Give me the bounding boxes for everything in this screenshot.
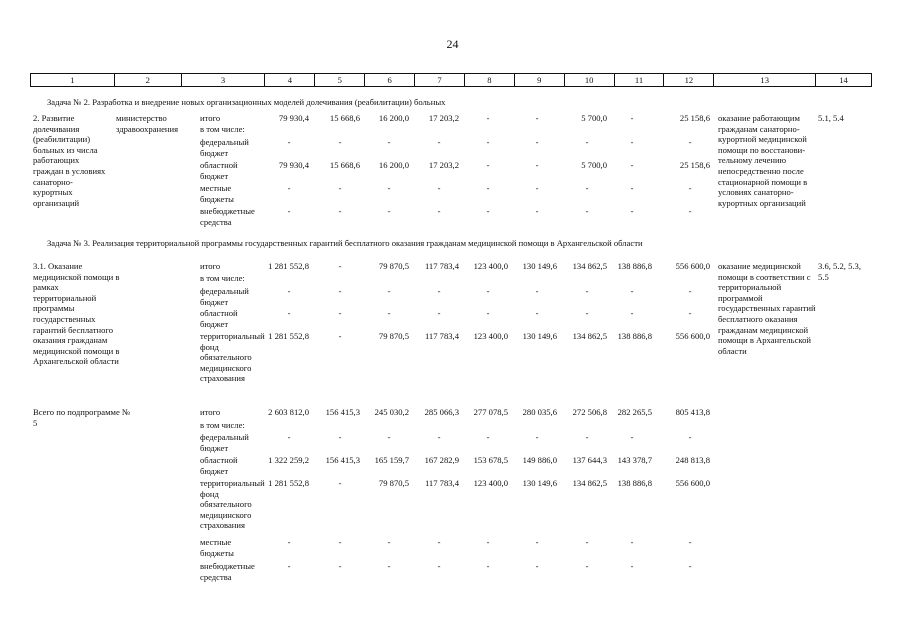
amount-cell: - <box>437 561 441 571</box>
amount-cell: - <box>630 286 634 296</box>
amount-cell: 130 149,6 <box>522 478 557 488</box>
amount-cell: 15 668,6 <box>329 113 360 123</box>
amount-cell: - <box>486 113 490 123</box>
amount-cell: 79 870,5 <box>378 478 409 488</box>
funding-source: областной бюджет <box>200 160 238 181</box>
amount-cell: 556 600,0 <box>675 478 710 488</box>
amount-cell: 130 149,6 <box>522 331 557 341</box>
amount-cell: - <box>338 432 342 442</box>
amount-cell: - <box>338 331 342 341</box>
amount-cell: 138 886,8 <box>617 261 652 271</box>
funding-source: местные бюджеты <box>200 537 234 558</box>
funding-source: итого <box>200 113 221 123</box>
task3-title: Задача № 3. Реализация территориальной программы государственных гарантий бесплатного оказания гражданам медицинской помощи в Архангельской области <box>47 238 643 248</box>
amount-cell: 285 066,3 <box>424 407 459 417</box>
amount-cell: - <box>688 206 692 216</box>
amount-cell: - <box>486 137 490 147</box>
amount-cell: - <box>338 206 342 216</box>
amount-cell: - <box>486 286 490 296</box>
amount-cell: - <box>387 206 391 216</box>
amount-cell: - <box>287 137 291 147</box>
amount-cell: - <box>585 137 589 147</box>
funding-source: итого <box>200 407 221 417</box>
task2-indicators: 5.1, 5.4 <box>818 113 844 123</box>
total-label: Всего по подпрограмме № 5 <box>33 407 131 428</box>
column-header-row <box>30 73 872 87</box>
amount-cell: 138 886,8 <box>617 331 652 341</box>
funding-source: областной бюджет <box>200 308 238 329</box>
amount-cell: 556 600,0 <box>675 261 710 271</box>
amount-cell: - <box>585 537 589 547</box>
amount-cell: - <box>535 113 539 123</box>
amount-cell: 1 322 259,2 <box>268 455 309 465</box>
funding-source: итого <box>200 261 221 271</box>
amount-cell: - <box>535 160 539 170</box>
amount-cell: - <box>486 206 490 216</box>
amount-cell: - <box>437 206 441 216</box>
amount-cell: - <box>535 286 539 296</box>
amount-cell: - <box>535 183 539 193</box>
amount-cell: 79 930,4 <box>278 113 309 123</box>
amount-cell: - <box>688 286 692 296</box>
amount-cell: - <box>437 308 441 318</box>
amount-cell: 25 158,6 <box>679 160 710 170</box>
amount-cell: 117 783,4 <box>424 478 459 488</box>
amount-cell: - <box>338 261 342 271</box>
task2-executor: министерство здравоохранения <box>116 113 179 134</box>
task3-indicators: 3.6, 5.2, 5.3, 5.5 <box>818 261 861 282</box>
amount-cell: 138 886,8 <box>617 478 652 488</box>
amount-cell: - <box>387 137 391 147</box>
column-header-12: 12 <box>664 74 714 86</box>
column-header-2: 2 <box>115 74 182 86</box>
amount-cell: 556 600,0 <box>675 331 710 341</box>
amount-cell: - <box>387 537 391 547</box>
amount-cell: - <box>688 183 692 193</box>
amount-cell: - <box>486 160 490 170</box>
amount-cell: - <box>688 432 692 442</box>
amount-cell: - <box>688 537 692 547</box>
amount-cell: - <box>338 183 342 193</box>
funding-source: территориальный фонд обязательного медицинского страхования <box>200 331 265 384</box>
amount-cell: - <box>486 183 490 193</box>
amount-cell: - <box>630 561 634 571</box>
amount-cell: - <box>688 137 692 147</box>
amount-cell: 79 870,5 <box>378 331 409 341</box>
amount-cell: 156 415,3 <box>325 455 360 465</box>
column-header-6: 6 <box>365 74 415 86</box>
amount-cell: - <box>338 537 342 547</box>
amount-cell: 134 862,5 <box>572 478 607 488</box>
amount-cell: - <box>630 308 634 318</box>
amount-cell: - <box>338 308 342 318</box>
column-header-1: 1 <box>31 74 115 86</box>
task3-measure: 3.1. Оказание медицинской помощи в рамках территориальной программы государственных гарантий бесплатного оказания гражданам медицинской помощи в Архангельской области <box>33 261 120 367</box>
amount-cell: - <box>535 137 539 147</box>
amount-cell: - <box>287 308 291 318</box>
amount-cell: - <box>287 286 291 296</box>
amount-cell: - <box>688 308 692 318</box>
amount-cell: - <box>585 432 589 442</box>
amount-cell: 79 930,4 <box>278 160 309 170</box>
amount-cell: 153 678,5 <box>473 455 508 465</box>
amount-cell: 79 870,5 <box>378 261 409 271</box>
task3-result: оказание медицинской помощи в соответствии с территориальной программой государственных гарантий бесплатного оказания гражданам медицинской помощи в Архангельской области <box>718 261 816 356</box>
amount-cell: - <box>630 160 634 170</box>
amount-cell: - <box>387 432 391 442</box>
amount-cell: 248 813,8 <box>675 455 710 465</box>
column-header-8: 8 <box>465 74 515 86</box>
page-number: 24 <box>446 37 459 51</box>
funding-source: федеральный бюджет <box>200 137 249 158</box>
amount-cell: 165 159,7 <box>374 455 409 465</box>
amount-cell: - <box>585 561 589 571</box>
column-header-11: 11 <box>615 74 665 86</box>
amount-cell: - <box>287 432 291 442</box>
amount-cell: 17 203,2 <box>428 113 459 123</box>
amount-cell: 2 603 812,0 <box>268 407 309 417</box>
amount-cell: 272 506,8 <box>572 407 607 417</box>
amount-cell: - <box>338 561 342 571</box>
amount-cell: - <box>437 432 441 442</box>
funding-source: областной бюджет <box>200 455 238 476</box>
amount-cell: 167 282,9 <box>424 455 459 465</box>
column-header-7: 7 <box>415 74 465 86</box>
amount-cell: - <box>585 206 589 216</box>
amount-cell: 282 265,5 <box>617 407 652 417</box>
amount-cell: - <box>535 561 539 571</box>
column-header-5: 5 <box>315 74 365 86</box>
amount-cell: - <box>387 183 391 193</box>
amount-cell: - <box>535 432 539 442</box>
funding-source: территориальный фонд обязательного медицинского страхования <box>200 478 265 531</box>
task2-measure: 2. Развитие долечивания (реабилитации) больных из числа работающих граждан в условиях санаторно-курортных организаций <box>33 113 106 208</box>
amount-cell: 16 200,0 <box>378 113 409 123</box>
amount-cell: - <box>338 478 342 488</box>
column-header-4: 4 <box>265 74 315 86</box>
amount-cell: 1 281 552,8 <box>268 478 309 488</box>
amount-cell: - <box>630 206 634 216</box>
amount-cell: - <box>287 206 291 216</box>
amount-cell: - <box>535 206 539 216</box>
amount-cell: 123 400,0 <box>473 261 508 271</box>
amount-cell: 25 158,6 <box>679 113 710 123</box>
amount-cell: 117 783,4 <box>424 331 459 341</box>
amount-cell: - <box>630 183 634 193</box>
amount-cell: - <box>630 432 634 442</box>
column-header-9: 9 <box>515 74 565 86</box>
column-header-3: 3 <box>182 74 266 86</box>
amount-cell: - <box>387 286 391 296</box>
amount-cell: - <box>585 308 589 318</box>
amount-cell: 156 415,3 <box>325 407 360 417</box>
column-header-10: 10 <box>565 74 615 86</box>
amount-cell: - <box>486 537 490 547</box>
amount-cell: - <box>287 561 291 571</box>
amount-cell: 805 413,8 <box>675 407 710 417</box>
amount-cell: 143 378,7 <box>617 455 652 465</box>
funding-source: федеральный бюджет <box>200 286 249 307</box>
funding-source: местные бюджеты <box>200 183 234 204</box>
amount-cell: - <box>486 308 490 318</box>
amount-cell: - <box>630 137 634 147</box>
amount-cell: - <box>387 561 391 571</box>
funding-source: федеральный бюджет <box>200 432 249 453</box>
amount-cell: 280 035,6 <box>522 407 557 417</box>
amount-cell: - <box>486 561 490 571</box>
amount-cell: - <box>437 137 441 147</box>
amount-cell: - <box>585 183 589 193</box>
task2-title: Задача № 2. Разработка и внедрение новых организационных моделей долечивания (реабилитации) больных <box>47 97 446 107</box>
funding-source: внебюджетные средства <box>200 206 255 227</box>
amount-cell: 130 149,6 <box>522 261 557 271</box>
amount-cell: - <box>287 537 291 547</box>
funding-source: в том числе: <box>200 273 245 283</box>
amount-cell: 15 668,6 <box>329 160 360 170</box>
amount-cell: - <box>688 561 692 571</box>
amount-cell: - <box>535 308 539 318</box>
amount-cell: 149 886,0 <box>522 455 557 465</box>
column-header-14: 14 <box>839 75 848 85</box>
amount-cell: - <box>338 286 342 296</box>
amount-cell: 134 862,5 <box>572 331 607 341</box>
amount-cell: - <box>437 183 441 193</box>
amount-cell: 277 078,5 <box>473 407 508 417</box>
amount-cell: 123 400,0 <box>473 478 508 488</box>
amount-cell: 5 700,0 <box>581 160 607 170</box>
funding-source: внебюджетные средства <box>200 561 255 582</box>
amount-cell: - <box>338 137 342 147</box>
amount-cell: - <box>486 432 490 442</box>
amount-cell: - <box>630 113 634 123</box>
amount-cell: 16 200,0 <box>378 160 409 170</box>
amount-cell: - <box>287 183 291 193</box>
amount-cell: 5 700,0 <box>581 113 607 123</box>
amount-cell: 137 644,3 <box>572 455 607 465</box>
amount-cell: - <box>535 537 539 547</box>
amount-cell: - <box>585 286 589 296</box>
column-header-13: 13 <box>714 74 816 86</box>
funding-source: в том числе: <box>200 124 245 134</box>
amount-cell: 123 400,0 <box>473 331 508 341</box>
amount-cell: 17 203,2 <box>428 160 459 170</box>
amount-cell: - <box>437 286 441 296</box>
funding-source: в том числе: <box>200 420 245 430</box>
amount-cell: 134 862,5 <box>572 261 607 271</box>
amount-cell: 117 783,4 <box>424 261 459 271</box>
amount-cell: 1 281 552,8 <box>268 261 309 271</box>
amount-cell: 1 281 552,8 <box>268 331 309 341</box>
amount-cell: - <box>630 537 634 547</box>
amount-cell: - <box>437 537 441 547</box>
amount-cell: 245 030,2 <box>374 407 409 417</box>
task2-result: оказание работающим гражданам санаторно-курортной медицинской помощи по восстанови-тельному лечению непосредственно после стационарной помощи в условиях санаторно-курортных организаций <box>718 113 808 208</box>
amount-cell: - <box>387 308 391 318</box>
